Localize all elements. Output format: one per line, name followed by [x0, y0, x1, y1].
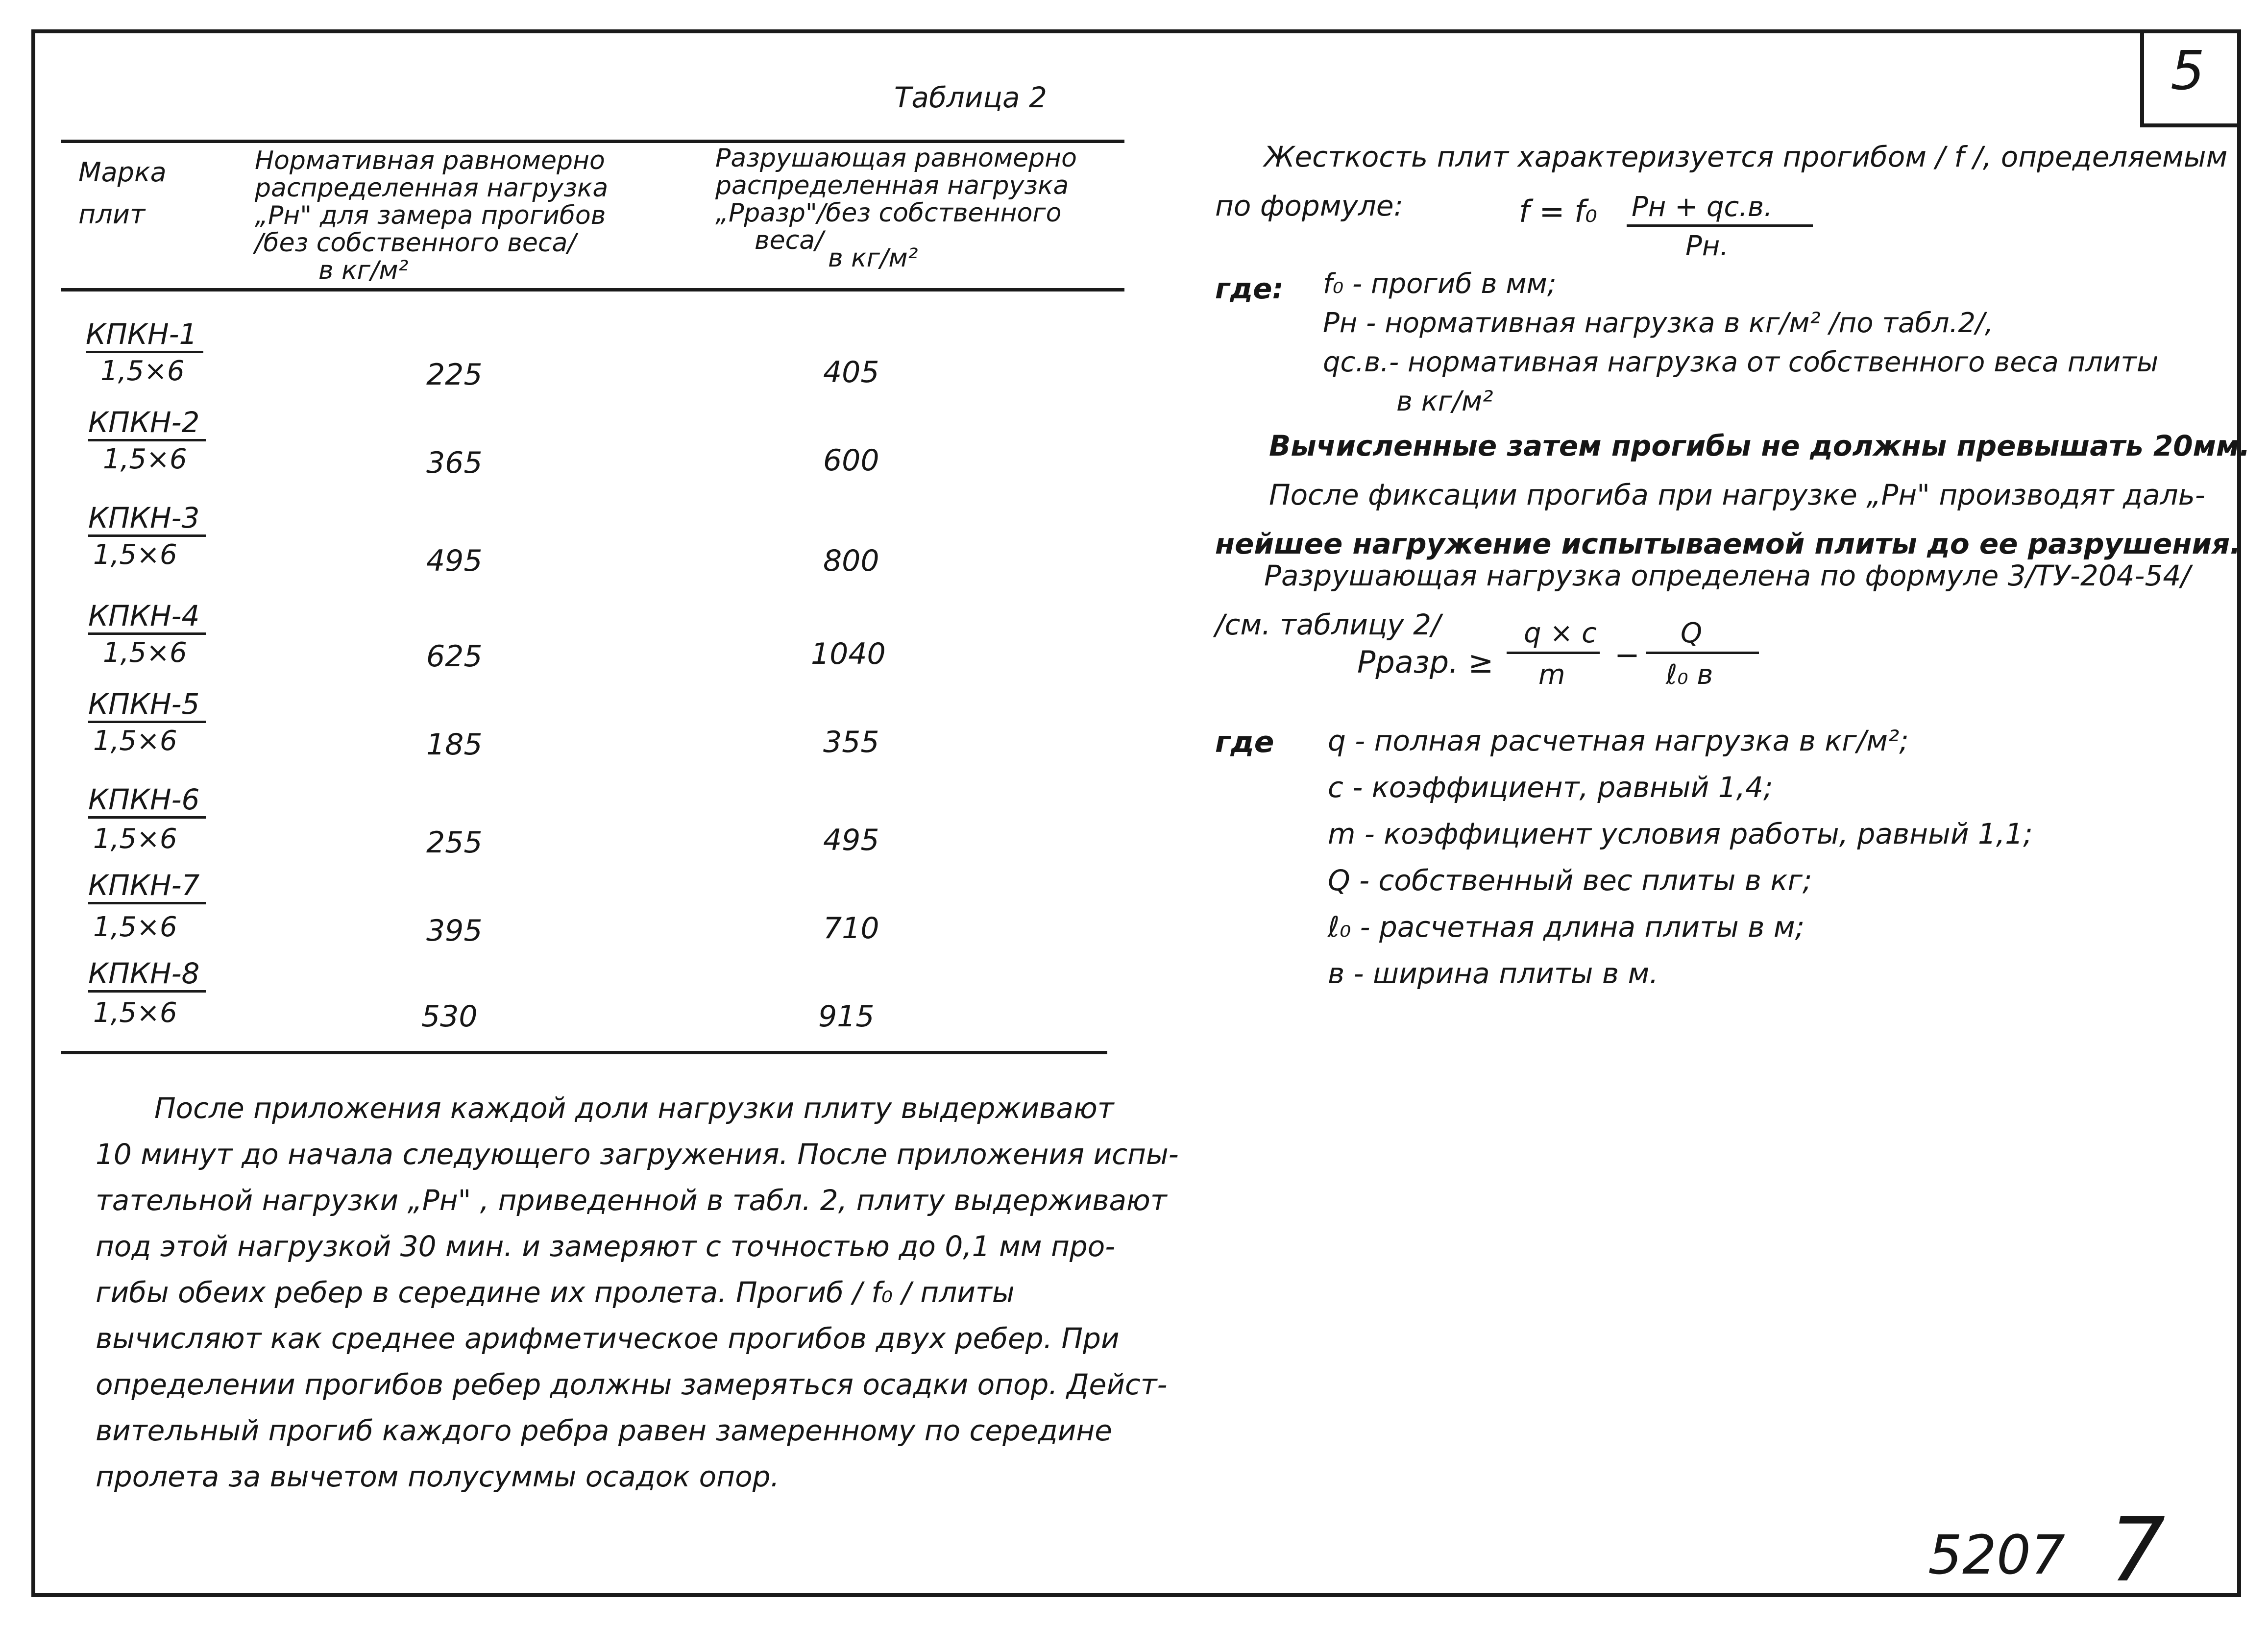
row-size: 1,5×6 — [93, 539, 177, 571]
mark-underline — [88, 632, 206, 635]
row-mark: КПКН-7 — [88, 869, 200, 902]
header-mark — [78, 157, 167, 230]
row-size: 1,5×6 — [93, 725, 177, 757]
row-breaking-value: 405 — [823, 355, 879, 389]
row-normative-value: 185 — [426, 728, 483, 762]
header-breaking-line: в кг/м² — [828, 243, 918, 273]
definition-line: в - ширина плиты в м. — [1328, 957, 1658, 990]
paragraph-line: тательной нагрузки „Рн" , приведенной в табл. 2, плиту выдерживают — [96, 1184, 1167, 1217]
where-label: где — [1215, 725, 1274, 759]
row-breaking-value: 600 — [823, 443, 879, 478]
formula-breaking-denominator-1: m — [1538, 659, 1565, 691]
frame-right-border — [2237, 29, 2241, 1597]
intro-line: Жесткость плит характеризуется прогибом / f /, определяемым — [1264, 140, 2228, 173]
header-mark-line: Марка — [78, 157, 167, 188]
formula-deflection-lhs: f = f₀ — [1519, 194, 1597, 229]
formula-breaking-numerator-1: q × c — [1524, 617, 1597, 649]
row-size: 1,5×6 — [100, 355, 185, 387]
paragraph-line: вительный прогиб каждого ребра равен замеренному по середине — [96, 1414, 1112, 1447]
paragraph-line: нейшее нагружение испытываемой плиты до ее разрушения. — [1215, 527, 2241, 560]
mark-underline — [88, 721, 206, 723]
header-normative-line: „Рн" для замера прогибов — [255, 201, 606, 230]
left-paragraph — [96, 1085, 1179, 1500]
table-caption: Таблица 2 — [894, 81, 1047, 114]
header-breaking-line: распределенная нагрузка — [715, 171, 1069, 200]
row-mark: КПКН-5 — [88, 687, 200, 721]
formula-deflection-numerator: Pн + qс.в. — [1632, 191, 1773, 223]
row-breaking-value: 1040 — [811, 637, 886, 671]
row-breaking-value: 710 — [823, 911, 879, 946]
formula-breaking-fraction-line-1 — [1507, 652, 1600, 654]
deflection-limit-paragraph — [1215, 421, 2250, 568]
paragraph-line: /см. таблицу 2/ — [1215, 608, 1441, 641]
row-mark: КПКН-4 — [88, 599, 200, 632]
header-breaking-line: Разрушающая равномерно — [715, 144, 1077, 173]
mark-underline — [86, 351, 203, 353]
row-breaking-value: 495 — [823, 823, 879, 857]
row-size: 1,5×6 — [103, 443, 187, 475]
paragraph-line: пролета за вычетом полусуммы осадок опор. — [96, 1460, 780, 1493]
row-mark: КПКН-6 — [88, 783, 200, 816]
definition-line: Pн - нормативная нагрузка в кг/м² /по табл.2/, — [1323, 307, 1994, 339]
where-definitions — [1328, 718, 2033, 997]
definition-line: в кг/м² — [1396, 386, 1493, 417]
row-normative-value: 395 — [426, 914, 483, 948]
formula-breaking-denominator-2: ℓ₀ в — [1666, 659, 1713, 691]
formula-deflection-denominator: Pн. — [1685, 230, 1729, 262]
row-mark: КПКН-2 — [88, 406, 200, 439]
row-normative-value: 255 — [426, 825, 483, 860]
row-mark: КПКН-8 — [88, 957, 200, 990]
paragraph-line: под этой нагрузкой 30 мин. и замеряют с точностью до 0,1 мм про- — [96, 1230, 1116, 1263]
sheet-number: 5 — [2170, 39, 2205, 102]
document-code: 5207 — [1928, 1524, 2065, 1586]
header-breaking-line: „Рразр"/без собственного — [715, 198, 1062, 228]
header-normative-line: распределенная нагрузка — [255, 173, 609, 203]
row-normative-value: 365 — [426, 446, 483, 480]
formula-breaking-lhs: Pразр. ≥ — [1357, 644, 1494, 680]
paragraph-line: После фиксации прогиба при нагрузке „Рн" производят даль- — [1269, 478, 2205, 511]
table-top-rule — [61, 140, 1124, 143]
definition-line: f₀ - прогиб в мм; — [1323, 268, 1557, 300]
formula-deflection-fraction-line — [1627, 224, 1813, 227]
formula-breaking-numerator-2: Q — [1681, 617, 1703, 649]
where-label: где: — [1215, 272, 1284, 305]
mark-underline — [88, 990, 206, 993]
paragraph-line: вычисляют как среднее арифметическое прогибов двух ребер. При — [96, 1322, 1120, 1355]
mark-underline — [88, 439, 206, 441]
row-size: 1,5×6 — [103, 637, 187, 669]
row-normative-value: 530 — [421, 999, 478, 1034]
formula-breaking-minus: − — [1614, 637, 1640, 673]
formula-breaking-fraction-line-2 — [1646, 652, 1759, 654]
paragraph-line: Вычисленные затем прогибы не должны превышать 20мм. — [1269, 429, 2250, 462]
definition-line: ℓ₀ - расчетная длина плиты в м; — [1328, 910, 1805, 944]
breaking-load-paragraph — [1215, 551, 2191, 649]
paragraph-line: После приложения каждой доли нагрузки плиту выдерживают — [154, 1092, 1114, 1125]
definition-line: q - полная расчетная нагрузка в кг/м²; — [1328, 724, 1909, 757]
header-normative-line: Нормативная равномерно — [255, 146, 605, 175]
definition-line: qс.в.- нормативная нагрузка от собственного веса плиты — [1323, 346, 2159, 378]
definition-line: Q - собственный вес плиты в кг; — [1328, 864, 1812, 897]
where-definitions — [1323, 265, 2158, 421]
mark-underline — [88, 902, 206, 904]
header-normative-line: /без собственного веса/ — [255, 228, 576, 258]
row-normative-value: 225 — [426, 358, 483, 392]
frame-left-border — [31, 29, 35, 1597]
frame-top-border — [33, 29, 2238, 33]
row-breaking-value: 915 — [818, 999, 875, 1034]
row-mark: КПКН-3 — [88, 501, 200, 534]
definition-line: c - коэффициент, равный 1,4; — [1328, 771, 1773, 804]
header-breaking — [715, 145, 1077, 272]
paragraph-line: гибы обеих ребер в середине их пролета. Прогиб / f₀ / плиты — [96, 1276, 1015, 1309]
row-size: 1,5×6 — [93, 823, 177, 855]
row-breaking-value: 800 — [823, 544, 879, 578]
header-normative-line: в кг/м² — [318, 256, 409, 285]
paragraph-line: определении прогибов ребер должны замеряться осадки опор. Дейст- — [96, 1368, 1168, 1401]
header-normative — [255, 147, 608, 284]
header-mark-line: плит — [78, 199, 146, 230]
row-mark: КПКН-1 — [86, 317, 197, 351]
row-size: 1,5×6 — [93, 997, 177, 1029]
frame-bottom-border — [31, 1593, 2241, 1597]
table-bottom-rule — [61, 1051, 1107, 1054]
intro-line: по формуле: — [1215, 189, 1404, 222]
page-number: 7 — [2109, 1499, 2166, 1602]
row-breaking-value: 355 — [823, 725, 879, 759]
paragraph-line: 10 минут до начала следующего загружения. После приложения испы- — [96, 1138, 1179, 1171]
row-normative-value: 625 — [426, 639, 483, 674]
table-header-rule — [61, 288, 1124, 291]
definition-line: m - коэффициент условия работы, равный 1,1; — [1328, 817, 2033, 850]
mark-underline — [88, 534, 206, 537]
row-size: 1,5×6 — [93, 911, 177, 943]
mark-underline — [88, 816, 206, 819]
header-breaking-line: веса/ — [755, 226, 824, 255]
paragraph-line: Разрушающая нагрузка определена по формуле 3/ТУ-204-54/ — [1264, 559, 2191, 592]
row-normative-value: 495 — [426, 544, 483, 578]
